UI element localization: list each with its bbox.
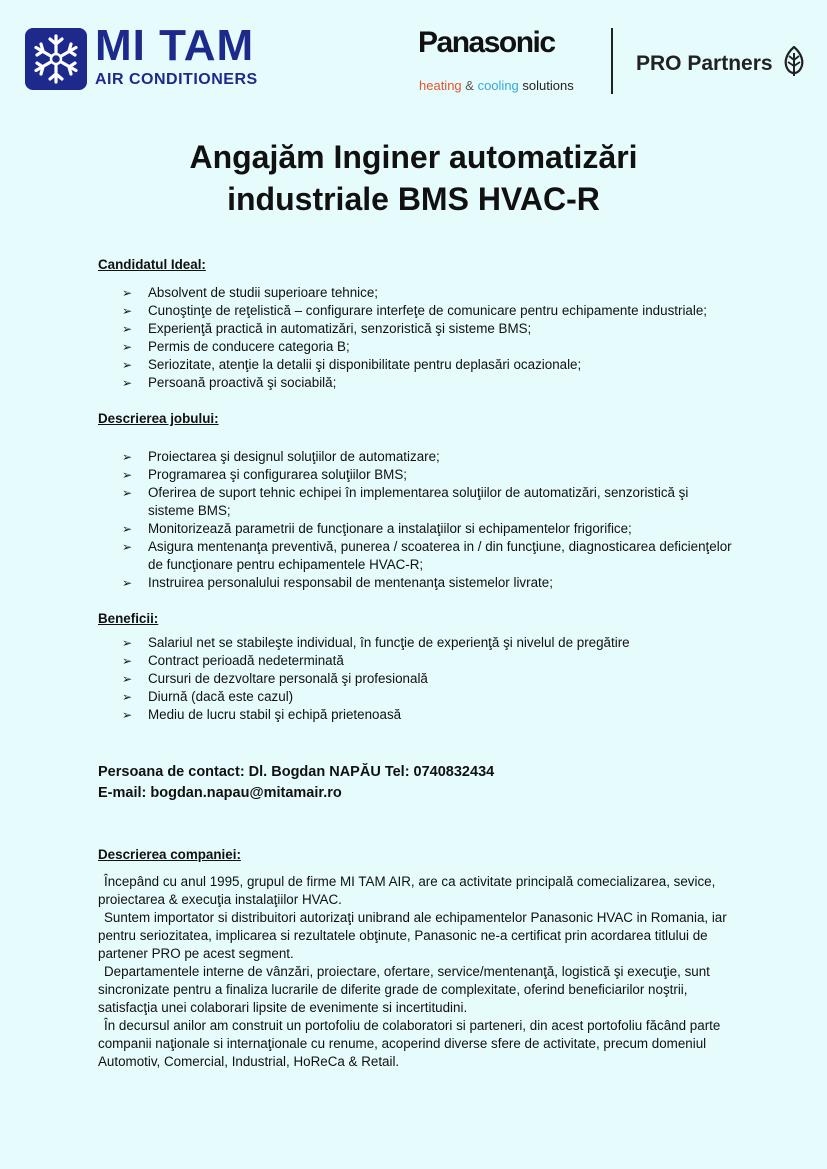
list-item: ➢ Instruirea personalului responsabil de mentenanţa sistemelor livrate; [98,574,738,592]
ideal-heading: Candidatul Ideal: [98,257,206,272]
brand-name: MI TAM [95,21,255,70]
partner-name: Panasonic [418,26,555,59]
panasonic-logo [418,26,593,96]
list-item: ➢ Proiectarea şi designul soluţiilor de automatizare; [98,448,738,466]
list-item: ➢ Salariul net se stabileşte individual, în funcţie de experienţă şi nivelul de pregătire [98,634,738,652]
tagline-cooling: cooling [477,78,519,93]
list-item: ➢ Programarea şi configurarea soluţiilor BMS; [98,466,738,484]
pro-partners-label: PRO Partners [636,52,773,75]
brand-subtitle: AIR CONDITIONERS [95,71,258,88]
company-heading: Descrierea companiei: [98,847,241,862]
benefits-heading: Beneficii: [98,611,159,626]
header-divider [611,28,613,94]
tagline-solutions: solutions [522,78,574,93]
company-paragraph: În decursul anilor am construit un portofoliu de colaboratori si parteneri, din acest portofoliu făcând parte companii naţionale si internaţionale cu renume, acoperind diverse sfere de activitate, precum domeniul Automotiv, Comercial, Industrial, HoReCa & Retail. [98,1018,721,1069]
mitam-logo [25,21,290,92]
benefits-list [98,634,738,724]
list-item: ➢ Absolvent de studii superioare tehnice; [98,284,738,302]
content [98,256,738,1071]
company-paragraph: Departamentele interne de vânzări, proiectare, ofertare, service/mentenanţă, logistică şi execuţie, sunt sincronizate pentru a finaliza lucrarile de diferite grade de complexitate, oferind beneficiarilor noştrii, satisfacţia unei colaborari lipsite de evenimente si incertitudini. [98,964,710,1015]
tagline-heating: heating [419,78,462,93]
snowflake-icon [25,28,87,90]
list-item: ➢ Persoană proactivă şi sociabilă; [98,374,738,392]
job-title-line-2: industriale BMS HVAC-R [227,181,600,217]
job-title-line-1: Angajăm Inginer automatizări [189,139,638,175]
header [0,0,827,110]
list-item: ➢ Mediu de lucru stabil şi echipă prietenoasă [98,706,738,724]
company-paragraph: Începând cu anul 1995, grupul de firme MI TAM AIR, are ca activitate principală comecializarea, sevice, proiectarea & execuţia instalaţiilor HVAC. [98,874,716,907]
partner-tagline [419,78,574,94]
list-item: ➢ Cunoştinţe de reţelistică – configurare interfeţe de comunicare pentru echipamente industriale; [98,302,738,320]
company-paragraph: Suntem importator si distribuitori autorizaţi unibrand ale echipamentelor Panasonic HVAC in Romania, iar pentru seriozitatea, implicarea si rezultatele obţinute, Panasonic ne-a certificat prin acordarea titlului de partener PRO pe acest segment. [98,910,727,961]
contact-person: Persoana de contact: Dl. Bogdan NAPĂU Tel: 0740832434 [98,764,495,780]
list-item: ➢ Contract perioadă nedeterminată [98,652,738,670]
list-item: ➢ Cursuri de dezvoltare personală şi profesională [98,670,738,688]
list-item: ➢ Seriozitate, atenţie la detalii şi disponibilitate pentru deplasări ocazionale; [98,356,738,374]
list-item: ➢ Permis de conducere categoria B; [98,338,738,356]
leaf-icon [783,45,805,82]
contact-email: E-mail: bogdan.napau@mitamair.ro [98,785,342,801]
list-item: ➢ Asigura mentenanţa preventivă, punerea / scoaterea in / din funcţiune, diagnosticarea deficienţelor de funcţionare pentru echipamentele HVAC-R; [98,538,738,574]
tagline-amp: & [465,78,474,93]
list-item: ➢ Diurnă (dacă este cazul) [98,688,738,706]
list-item: ➢ Monitorizează parametrii de funcţionare a instalaţiilor si echipamentelor frigorifice; [98,520,738,538]
job-heading: Descrierea jobului: [98,411,219,426]
list-item: ➢ Experienţă practică in automatizări, senzoristică şi sisteme BMS; [98,320,738,338]
job-list [98,448,738,592]
ideal-list [98,284,738,392]
job-title [0,136,827,220]
list-item: ➢ Oferirea de suport tehnic echipei în implementarea soluţiilor de automatizări, senzoristică şi sisteme BMS; [98,484,738,520]
